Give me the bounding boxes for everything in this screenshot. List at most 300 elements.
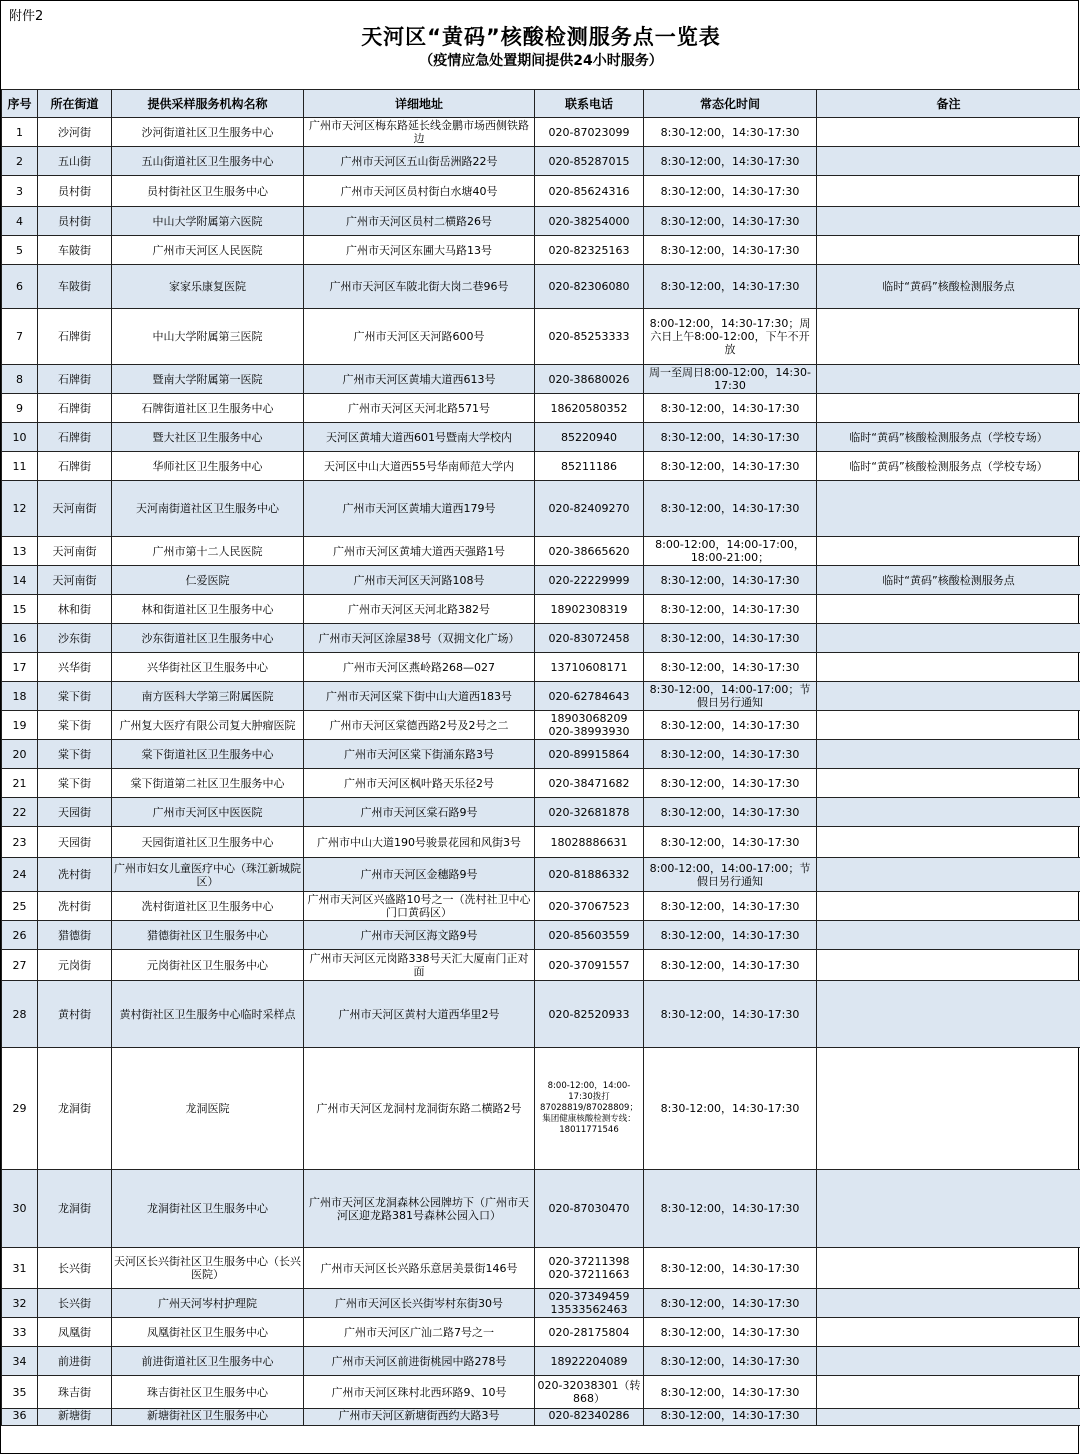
street-cell: 石牌街 [38, 394, 112, 423]
time-cell: 8:30-12:00，14:30-17:30 [644, 624, 817, 653]
row-number: 1 [2, 118, 38, 147]
table-row [2, 1048, 1080, 1170]
org-cell: 中山大学附属第六医院 [112, 207, 304, 236]
table-row [2, 423, 1080, 452]
org-cell: 仁爱医院 [112, 566, 304, 595]
table-row [2, 950, 1080, 981]
phone-cell: 18620580352 [535, 394, 644, 423]
org-cell: 元岗街社区卫生服务中心 [112, 950, 304, 981]
table-row [2, 682, 1080, 711]
time-cell: 8:30-12:00，14:30-17:30 [644, 827, 817, 858]
street-cell: 兴华街 [38, 653, 112, 682]
note-cell [817, 1409, 1080, 1426]
phone-cell: 020-37091557 [535, 950, 644, 981]
table-row [2, 309, 1080, 365]
note-cell: 临时“黄码”核酸检测服务点（学校专场） [817, 423, 1080, 452]
phone-cell: 85220940 [535, 423, 644, 452]
time-cell: 8:30-12:00，14:00-17:00；节假日另行通知 [644, 682, 817, 711]
org-cell: 家家乐康复医院 [112, 265, 304, 309]
column-header: 序号 [2, 90, 38, 118]
column-header: 详细地址 [304, 90, 535, 118]
note-cell: 临时“黄码”核酸检测服务点（学校专场） [817, 452, 1080, 481]
time-cell: 8:30-12:00，14:30-17:30 [644, 481, 817, 537]
phone-cell: 020-82520933 [535, 981, 644, 1048]
time-cell: 8:30-12:00，14:30-17:30 [644, 1318, 817, 1347]
org-cell: 猎德街社区卫生服务中心 [112, 921, 304, 950]
note-cell [817, 950, 1080, 981]
address-cell: 天河区黄埔大道西601号暨南大学校内 [304, 423, 535, 452]
row-number: 28 [2, 981, 38, 1048]
note-cell [817, 892, 1080, 921]
org-cell: 中山大学附属第三医院 [112, 309, 304, 365]
phone-cell: 020-82306080 [535, 265, 644, 309]
time-cell: 8:30-12:00，14:30-17:30 [644, 207, 817, 236]
address-cell: 广州市天河区珠村北西环路9、10号 [304, 1376, 535, 1409]
time-cell: 8:30-12:00，14:30-17:30 [644, 566, 817, 595]
page-subtitle: （疫情应急处置期间提供24小时服务） [419, 53, 663, 69]
attachment-label: 附件2 [9, 9, 44, 24]
note-cell [817, 147, 1080, 176]
street-cell: 石牌街 [38, 309, 112, 365]
street-cell: 冼村街 [38, 858, 112, 892]
street-cell: 元岗街 [38, 950, 112, 981]
note-cell [817, 827, 1080, 858]
table-row [2, 481, 1080, 537]
org-cell: 天园街道社区卫生服务中心 [112, 827, 304, 858]
page-title: 天河区“黄码”核酸检测服务点一览表 [361, 25, 721, 49]
phone-cell: 020-87030470 [535, 1170, 644, 1248]
table-row [2, 1347, 1080, 1376]
address-cell: 广州市天河区黄埔大道西613号 [304, 365, 535, 394]
street-cell: 车陂街 [38, 236, 112, 265]
org-cell: 广州复大医疗有限公司复大肿瘤医院 [112, 711, 304, 740]
time-cell: 8:30-12:00，14:30-17:30 [644, 1289, 817, 1318]
row-number: 11 [2, 452, 38, 481]
phone-cell: 020-38680026 [535, 365, 644, 394]
note-cell [817, 207, 1080, 236]
note-cell [817, 537, 1080, 566]
phone-cell: 8:00-12:00，14:00-17:30拨打87028819/87028809；集团健康核酸检测专线：18011771546 [535, 1048, 644, 1170]
address-cell: 广州市天河区棠下街涌东路3号 [304, 740, 535, 769]
org-cell: 沙河街道社区卫生服务中心 [112, 118, 304, 147]
street-cell: 龙洞街 [38, 1048, 112, 1170]
address-cell: 广州市天河区棠德西路2号及2号之二 [304, 711, 535, 740]
note-cell [817, 481, 1080, 537]
time-cell: 8:00-12:00，14:30-17:30；周六日上午8:00-12:00，下午不开放 [644, 309, 817, 365]
table-row [2, 265, 1080, 309]
street-cell: 五山街 [38, 147, 112, 176]
org-cell: 珠吉街社区卫生服务中心 [112, 1376, 304, 1409]
phone-cell: 020-32038301（转868） [535, 1376, 644, 1409]
phone-cell: 020-32681878 [535, 798, 644, 827]
street-cell: 天园街 [38, 798, 112, 827]
table-row [2, 236, 1080, 265]
street-cell: 凤凰街 [38, 1318, 112, 1347]
phone-cell: 020-82325163 [535, 236, 644, 265]
time-cell: 8:30-12:00，14:30-17:30 [644, 1409, 817, 1426]
row-number: 14 [2, 566, 38, 595]
street-cell: 沙河街 [38, 118, 112, 147]
phone-cell: 020-62784643 [535, 682, 644, 711]
phone-cell: 020-38254000 [535, 207, 644, 236]
phone-cell: 020-38665620 [535, 537, 644, 566]
time-cell: 8:30-12:00，14:30-17:30 [644, 236, 817, 265]
note-cell [817, 1318, 1080, 1347]
row-number: 17 [2, 653, 38, 682]
phone-cell: 020-85287015 [535, 147, 644, 176]
table-row [2, 147, 1080, 176]
address-cell: 广州市天河区涂屋38号（双拥文化广场） [304, 624, 535, 653]
phone-cell: 13710608171 [535, 653, 644, 682]
phone-cell: 020-85624316 [535, 176, 644, 207]
phone-cell: 020-85253333 [535, 309, 644, 365]
org-cell: 广州天河岑村护理院 [112, 1289, 304, 1318]
note-cell [817, 769, 1080, 798]
org-cell: 广州市天河区中医医院 [112, 798, 304, 827]
phone-cell: 020-82340286 [535, 1409, 644, 1426]
street-cell: 冼村街 [38, 892, 112, 921]
street-cell: 棠下街 [38, 682, 112, 711]
phone-cell: 020-89915864 [535, 740, 644, 769]
time-cell: 8:30-12:00，14:30-17:30 [644, 981, 817, 1048]
org-cell: 兴华街社区卫生服务中心 [112, 653, 304, 682]
phone-cell: 18922204089 [535, 1347, 644, 1376]
time-cell: 8:30-12:00，14:30-17:30 [644, 769, 817, 798]
row-number: 19 [2, 711, 38, 740]
time-cell: 8:00-12:00，14:00-17:00，18:00-21:00； [644, 537, 817, 566]
table-row [2, 1170, 1080, 1248]
address-cell: 广州市天河区梅东路延长线金鹏市场西侧铁路边 [304, 118, 535, 147]
org-cell: 广州市天河区人民医院 [112, 236, 304, 265]
row-number: 26 [2, 921, 38, 950]
phone-cell: 020-37067523 [535, 892, 644, 921]
street-cell: 石牌街 [38, 452, 112, 481]
table-row [2, 537, 1080, 566]
street-cell: 棠下街 [38, 711, 112, 740]
table-row [2, 624, 1080, 653]
org-cell: 棠下街道第二社区卫生服务中心 [112, 769, 304, 798]
phone-cell: 18902308319 [535, 595, 644, 624]
table-row [2, 1289, 1080, 1318]
org-cell: 暨南大学附属第一医院 [112, 365, 304, 394]
row-number: 12 [2, 481, 38, 537]
address-cell: 天河区中山大道西55号华南师范大学内 [304, 452, 535, 481]
org-cell: 华师社区卫生服务中心 [112, 452, 304, 481]
note-cell [817, 1048, 1080, 1170]
phone-cell: 020-22229999 [535, 566, 644, 595]
row-number: 24 [2, 858, 38, 892]
street-cell: 员村街 [38, 207, 112, 236]
phone-cell: 020-83072458 [535, 624, 644, 653]
row-number: 3 [2, 176, 38, 207]
street-cell: 前进街 [38, 1347, 112, 1376]
table-row [2, 365, 1080, 394]
street-cell: 长兴街 [38, 1248, 112, 1289]
address-cell: 广州市天河区海文路9号 [304, 921, 535, 950]
note-cell [817, 740, 1080, 769]
org-cell: 凤凰街社区卫生服务中心 [112, 1318, 304, 1347]
row-number: 27 [2, 950, 38, 981]
time-cell: 8:30-12:00，14:30-17:30 [644, 950, 817, 981]
note-cell [817, 118, 1080, 147]
row-number: 8 [2, 365, 38, 394]
note-cell [817, 394, 1080, 423]
address-cell: 广州市天河区五山街岳洲路22号 [304, 147, 535, 176]
address-cell: 广州市天河区东圃大马路13号 [304, 236, 535, 265]
address-cell: 广州市天河区员村二横路26号 [304, 207, 535, 236]
note-cell [817, 711, 1080, 740]
street-cell: 黄村街 [38, 981, 112, 1048]
street-cell: 天河南街 [38, 481, 112, 537]
street-cell: 员村街 [38, 176, 112, 207]
time-cell: 8:30-12:00，14:30-17:30 [644, 711, 817, 740]
org-cell: 黄村街社区卫生服务中心临时采样点 [112, 981, 304, 1048]
address-cell: 广州市天河区员村街白水塘40号 [304, 176, 535, 207]
table-row [2, 892, 1080, 921]
table-row [2, 827, 1080, 858]
table-row [2, 176, 1080, 207]
address-cell: 广州市天河区天河北路571号 [304, 394, 535, 423]
street-cell: 石牌街 [38, 365, 112, 394]
note-cell [817, 1289, 1080, 1318]
address-cell: 广州市天河区黄村大道西华里2号 [304, 981, 535, 1048]
phone-cell: 020-37211398 020-37211663 [535, 1248, 644, 1289]
phone-cell: 020-37349459 13533562463 [535, 1289, 644, 1318]
row-number: 23 [2, 827, 38, 858]
address-cell: 广州市天河区长兴路乐意居美景街146号 [304, 1248, 535, 1289]
time-cell: 8:30-12:00，14:30-17:30 [644, 1170, 817, 1248]
table-row [2, 452, 1080, 481]
time-cell: 8:30-12:00，14:30-17:30 [644, 1248, 817, 1289]
street-cell: 天河南街 [38, 537, 112, 566]
time-cell: 8:30-12:00，14:30-17:30 [644, 265, 817, 309]
row-number: 18 [2, 682, 38, 711]
row-number: 5 [2, 236, 38, 265]
street-cell: 沙东街 [38, 624, 112, 653]
table-row [2, 740, 1080, 769]
row-number: 22 [2, 798, 38, 827]
address-cell: 广州市天河区天河北路382号 [304, 595, 535, 624]
phone-cell: 18903068209 020-38993930 [535, 711, 644, 740]
row-number: 25 [2, 892, 38, 921]
time-cell: 8:30-12:00，14:30-17:30 [644, 892, 817, 921]
table-row [2, 1409, 1080, 1426]
note-cell [817, 653, 1080, 682]
row-number: 2 [2, 147, 38, 176]
org-cell: 沙东街道社区卫生服务中心 [112, 624, 304, 653]
row-number: 9 [2, 394, 38, 423]
street-cell: 棠下街 [38, 740, 112, 769]
column-header: 联系电话 [535, 90, 644, 118]
table-row [2, 1248, 1080, 1289]
street-cell: 长兴街 [38, 1289, 112, 1318]
time-cell: 8:30-12:00，14:30-17:30 [644, 423, 817, 452]
address-cell: 广州市天河区前进街桃园中路278号 [304, 1347, 535, 1376]
time-cell: 周一至周日8:00-12:00，14:30-17:30 [644, 365, 817, 394]
time-cell: 8:30-12:00，14:30-17:30 [644, 595, 817, 624]
street-cell: 石牌街 [38, 423, 112, 452]
table-row [2, 566, 1080, 595]
column-header: 常态化时间 [644, 90, 817, 118]
org-cell: 冼村街道社区卫生服务中心 [112, 892, 304, 921]
note-cell [817, 236, 1080, 265]
table-row [2, 653, 1080, 682]
address-cell: 广州市天河区兴盛路10号之一（冼村社卫中心门口黄码区） [304, 892, 535, 921]
org-cell: 林和街道社区卫生服务中心 [112, 595, 304, 624]
org-cell: 新塘街社区卫生服务中心 [112, 1409, 304, 1426]
time-cell: 8:30-12:00，14:30-17:30 [644, 118, 817, 147]
address-cell: 广州市天河区广汕二路7号之一 [304, 1318, 535, 1347]
phone-cell: 020-38471682 [535, 769, 644, 798]
address-cell: 广州市天河区燕岭路268—027 [304, 653, 535, 682]
note-cell [817, 309, 1080, 365]
org-cell: 龙洞医院 [112, 1048, 304, 1170]
row-number: 30 [2, 1170, 38, 1248]
table-row [2, 981, 1080, 1048]
table-header-row [2, 90, 1080, 118]
org-cell: 南方医科大学第三附属医院 [112, 682, 304, 711]
org-cell: 石牌街道社区卫生服务中心 [112, 394, 304, 423]
org-cell: 棠下街道社区卫生服务中心 [112, 740, 304, 769]
row-number: 6 [2, 265, 38, 309]
column-header: 所在街道 [38, 90, 112, 118]
table-row [2, 595, 1080, 624]
org-cell: 五山街道社区卫生服务中心 [112, 147, 304, 176]
column-header: 提供采样服务机构名称 [112, 90, 304, 118]
phone-cell: 020-28175804 [535, 1318, 644, 1347]
row-number: 16 [2, 624, 38, 653]
org-cell: 暨大社区卫生服务中心 [112, 423, 304, 452]
note-cell [817, 176, 1080, 207]
org-cell: 员村街社区卫生服务中心 [112, 176, 304, 207]
column-header: 备注 [817, 90, 1080, 118]
note-cell: 临时“黄码”核酸检测服务点 [817, 265, 1080, 309]
row-number: 32 [2, 1289, 38, 1318]
street-cell: 新塘街 [38, 1409, 112, 1426]
street-cell: 棠下街 [38, 769, 112, 798]
service-points-table [1, 89, 1080, 1426]
time-cell: 8:30-12:00，14:30-17:30 [644, 1347, 817, 1376]
note-cell [817, 921, 1080, 950]
table-row [2, 711, 1080, 740]
row-number: 21 [2, 769, 38, 798]
time-cell: 8:30-12:00，14:30-17:30 [644, 1376, 817, 1409]
address-cell: 广州市天河区黄埔大道西179号 [304, 481, 535, 537]
street-cell: 林和街 [38, 595, 112, 624]
time-cell: 8:30-12:00，14:30-17:30 [644, 653, 817, 682]
phone-cell: 020-87023099 [535, 118, 644, 147]
address-cell: 广州市天河区黄埔大道西天强路1号 [304, 537, 535, 566]
row-number: 20 [2, 740, 38, 769]
note-cell: 临时“黄码”核酸检测服务点 [817, 566, 1080, 595]
row-number: 35 [2, 1376, 38, 1409]
time-cell: 8:30-12:00，14:30-17:30 [644, 176, 817, 207]
note-cell [817, 1248, 1080, 1289]
row-number: 15 [2, 595, 38, 624]
address-cell: 广州市天河区龙洞森林公园牌坊下（广州市天河区迎龙路381号森林公园入口） [304, 1170, 535, 1248]
street-cell: 天园街 [38, 827, 112, 858]
address-cell: 广州市中山大道190号骏景花园和风街3号 [304, 827, 535, 858]
table-row [2, 394, 1080, 423]
address-cell: 广州市天河区天河路600号 [304, 309, 535, 365]
time-cell: 8:30-12:00，14:30-17:30 [644, 394, 817, 423]
address-cell: 广州市天河区车陂北街大岗二巷96号 [304, 265, 535, 309]
address-cell: 广州市天河区元岗路338号天汇大厦南门正对面 [304, 950, 535, 981]
org-cell: 天河南街道社区卫生服务中心 [112, 481, 304, 537]
org-cell: 广州市妇女儿童医疗中心（珠江新城院区） [112, 858, 304, 892]
table-row [2, 1376, 1080, 1409]
table-row [2, 118, 1080, 147]
row-number: 29 [2, 1048, 38, 1170]
address-cell: 广州市天河区枫叶路天乐径2号 [304, 769, 535, 798]
street-cell: 猎德街 [38, 921, 112, 950]
phone-cell: 85211186 [535, 452, 644, 481]
note-cell [817, 624, 1080, 653]
note-cell [817, 858, 1080, 892]
note-cell [817, 1347, 1080, 1376]
street-cell: 车陂街 [38, 265, 112, 309]
address-cell: 广州市天河区龙洞村龙洞街东路二横路2号 [304, 1048, 535, 1170]
phone-cell: 020-81886332 [535, 858, 644, 892]
table-row [2, 921, 1080, 950]
table-row [2, 798, 1080, 827]
row-number: 4 [2, 207, 38, 236]
time-cell: 8:30-12:00，14:30-17:30 [644, 147, 817, 176]
note-cell [817, 981, 1080, 1048]
row-number: 31 [2, 1248, 38, 1289]
org-cell: 广州市第十二人民医院 [112, 537, 304, 566]
phone-cell: 18028886631 [535, 827, 644, 858]
row-number: 7 [2, 309, 38, 365]
org-cell: 天河区长兴街社区卫生服务中心（长兴医院） [112, 1248, 304, 1289]
note-cell [817, 595, 1080, 624]
org-cell: 龙洞街社区卫生服务中心 [112, 1170, 304, 1248]
row-number: 10 [2, 423, 38, 452]
table-row [2, 207, 1080, 236]
note-cell [817, 682, 1080, 711]
address-cell: 广州市天河区长兴街岑村东街30号 [304, 1289, 535, 1318]
note-cell [817, 1376, 1080, 1409]
phone-cell: 020-82409270 [535, 481, 644, 537]
time-cell: 8:30-12:00，14:30-17:30 [644, 1048, 817, 1170]
time-cell: 8:30-12:00，14:30-17:30 [644, 798, 817, 827]
time-cell: 8:30-12:00，14:30-17:30 [644, 740, 817, 769]
address-cell: 广州市天河区金穗路9号 [304, 858, 535, 892]
row-number: 34 [2, 1347, 38, 1376]
street-cell: 珠吉街 [38, 1376, 112, 1409]
time-cell: 8:30-12:00，14:30-17:30 [644, 452, 817, 481]
row-number: 13 [2, 537, 38, 566]
street-cell: 天河南街 [38, 566, 112, 595]
table-row [2, 1318, 1080, 1347]
address-cell: 广州市天河区棠下街中山大道西183号 [304, 682, 535, 711]
address-cell: 广州市天河区新塘街西约大路3号 [304, 1409, 535, 1426]
street-cell: 龙洞街 [38, 1170, 112, 1248]
address-cell: 广州市天河区棠石路9号 [304, 798, 535, 827]
address-cell: 广州市天河区天河路108号 [304, 566, 535, 595]
table-row [2, 858, 1080, 892]
phone-cell: 020-85603559 [535, 921, 644, 950]
time-cell: 8:30-12:00，14:30-17:30 [644, 921, 817, 950]
note-cell [817, 1170, 1080, 1248]
org-cell: 前进街道社区卫生服务中心 [112, 1347, 304, 1376]
note-cell [817, 798, 1080, 827]
row-number: 33 [2, 1318, 38, 1347]
table-row [2, 769, 1080, 798]
row-number: 36 [2, 1409, 38, 1426]
time-cell: 8:00-12:00，14:00-17:00；节假日另行通知 [644, 858, 817, 892]
note-cell [817, 365, 1080, 394]
